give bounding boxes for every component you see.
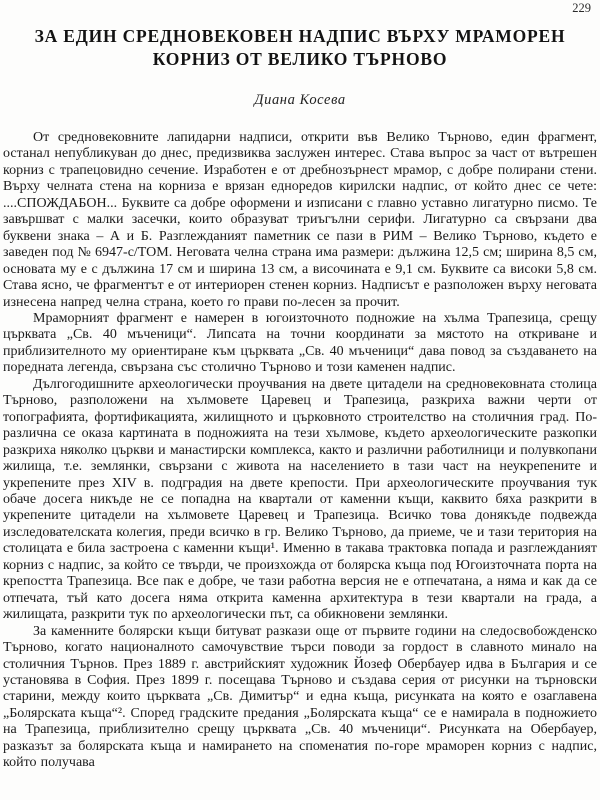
page-number: 229 — [572, 1, 591, 15]
title-line-1: ЗА ЕДИН СРЕДНОВЕКОВЕН НАДПИС ВЪРХУ МРАМОРЕН — [34, 26, 566, 46]
paragraph-2: Мраморният фрагмент е намерен в югоизточното подножие на хълма Трапезица, срещу църквата „Св. 40 мъченици“. Липсата на точни координати за мястото на откриване и приблизителното му ориентиране към църквата „Св. 40 мъченици“ дава повод за създаването на поредната легенда, свързана със столично Търново и този каменен надпис. — [3, 310, 597, 376]
paragraph-3: Дългогодишните археологически проучвания на двете цитадели на средновековната столица Търново, разположени на хълмовете Царевец и Трапезица, разкриха важни черти от топографията, фортификацията, жилищното и църковното строителство на столичния град. По-различна се оказа картината в подножията на тези хълмове, където археологическите разкопки разкриха няколко църкви и манастирски комплекса, както и различни работилници и полувкопани жилища, т.е. землянки, свързани с живота на населението в тази част на неукрепените и укрепените през XIV в. подградия на двете крепости. При археологическите проучвания тук обаче досега никъде не се попадна на квартали от каменни къщи, каквито бяха разкрити в укрепените цитадели на хълмовете Царевец и Трапезица. Всичко това донякъде подвежда изследователската колегия, преди всичко в гр. Велико Търново, да приеме, че и тази територия на столицата е била застроена с каменни къщи¹. Именно в такава трактовка попада и разглежданият корниз с надпис, за който се твърди, че произхожда от болярска къща под Югоизточната порта на крепостта Трапезица. Все пак е добре, че тази работна версия не е отпечатана, а няма и как да се отпечата, тъй като досега няма открита каменна архитектура в тези квартали на града, а жилищата, разкрити тук по археологически път, са обикновени землянки. — [3, 376, 597, 623]
paragraph-4: За каменните болярски къщи битуват разкази още от първите години на следосвобожденско Търново, когато националното самочувствие търси поводи за гордост в славното минало на столичния Търнов. През 1889 г. австрийският художник Йозеф Обербауер идва в България и се установява в София. През 1899 г. посещава Търново и създава серия от рисунки на търновски старини, между които църквата „Св. Димитър“ и една къща, рисунката на която е озаглавена „Болярската къща“². Според градските предания „Болярската къща“ се е намирала в подножието на Трапезица, приблизително срещу църквата „Св. 40 мъченици“. Рисунката на Обербауер, разказът за болярската къща и намирането на споменатия по-горе мраморен корниз с надпис, който получава — [3, 623, 597, 771]
page-title — [0, 25, 600, 71]
title-line-2: КОРНИЗ ОТ ВЕЛИКО ТЪРНОВО — [152, 49, 448, 69]
author-name: Диана Косева — [254, 92, 346, 108]
article-body — [0, 130, 600, 772]
paragraph-1: От средновековните лапидарни надписи, открити във Велико Търново, един фрагмент, останал непубликуван до днес, предизвиква заслужен интерес. Става въпрос за част от вътрешен корниз с трапецовидно сечение. Изработен е от дребнозърнест мрамор, с добре полирани стени. Върху челната стена на корниза е врязан едноредов кирилски надпис, от който днес се чете: ....СПОЖДАБОН... Буквите са добре оформени и изписани с главно уставно лигатурно писмо. Те завършват с малки засечки, които образуват триъгълни серифи. Лигатурно са свързани два буквени знака – А и Б. Разглежданият паметник се пази в РИМ – Велико Търново, където е заведен под № 6947-с/ТОМ. Неговата челна страна има размери: дължина 12,5 см; ширина 8,5 см, основата му е с дължина 17 см и ширина 13 см, а височината е 9,1 см. Буквите са високи 5,8 см. Става ясно, че фрагментът е от интериорен стенен корниз. Надписът е разположен върху неговата изнесена напред челна страна, което го прави по-лесен за прочит. — [3, 130, 597, 310]
